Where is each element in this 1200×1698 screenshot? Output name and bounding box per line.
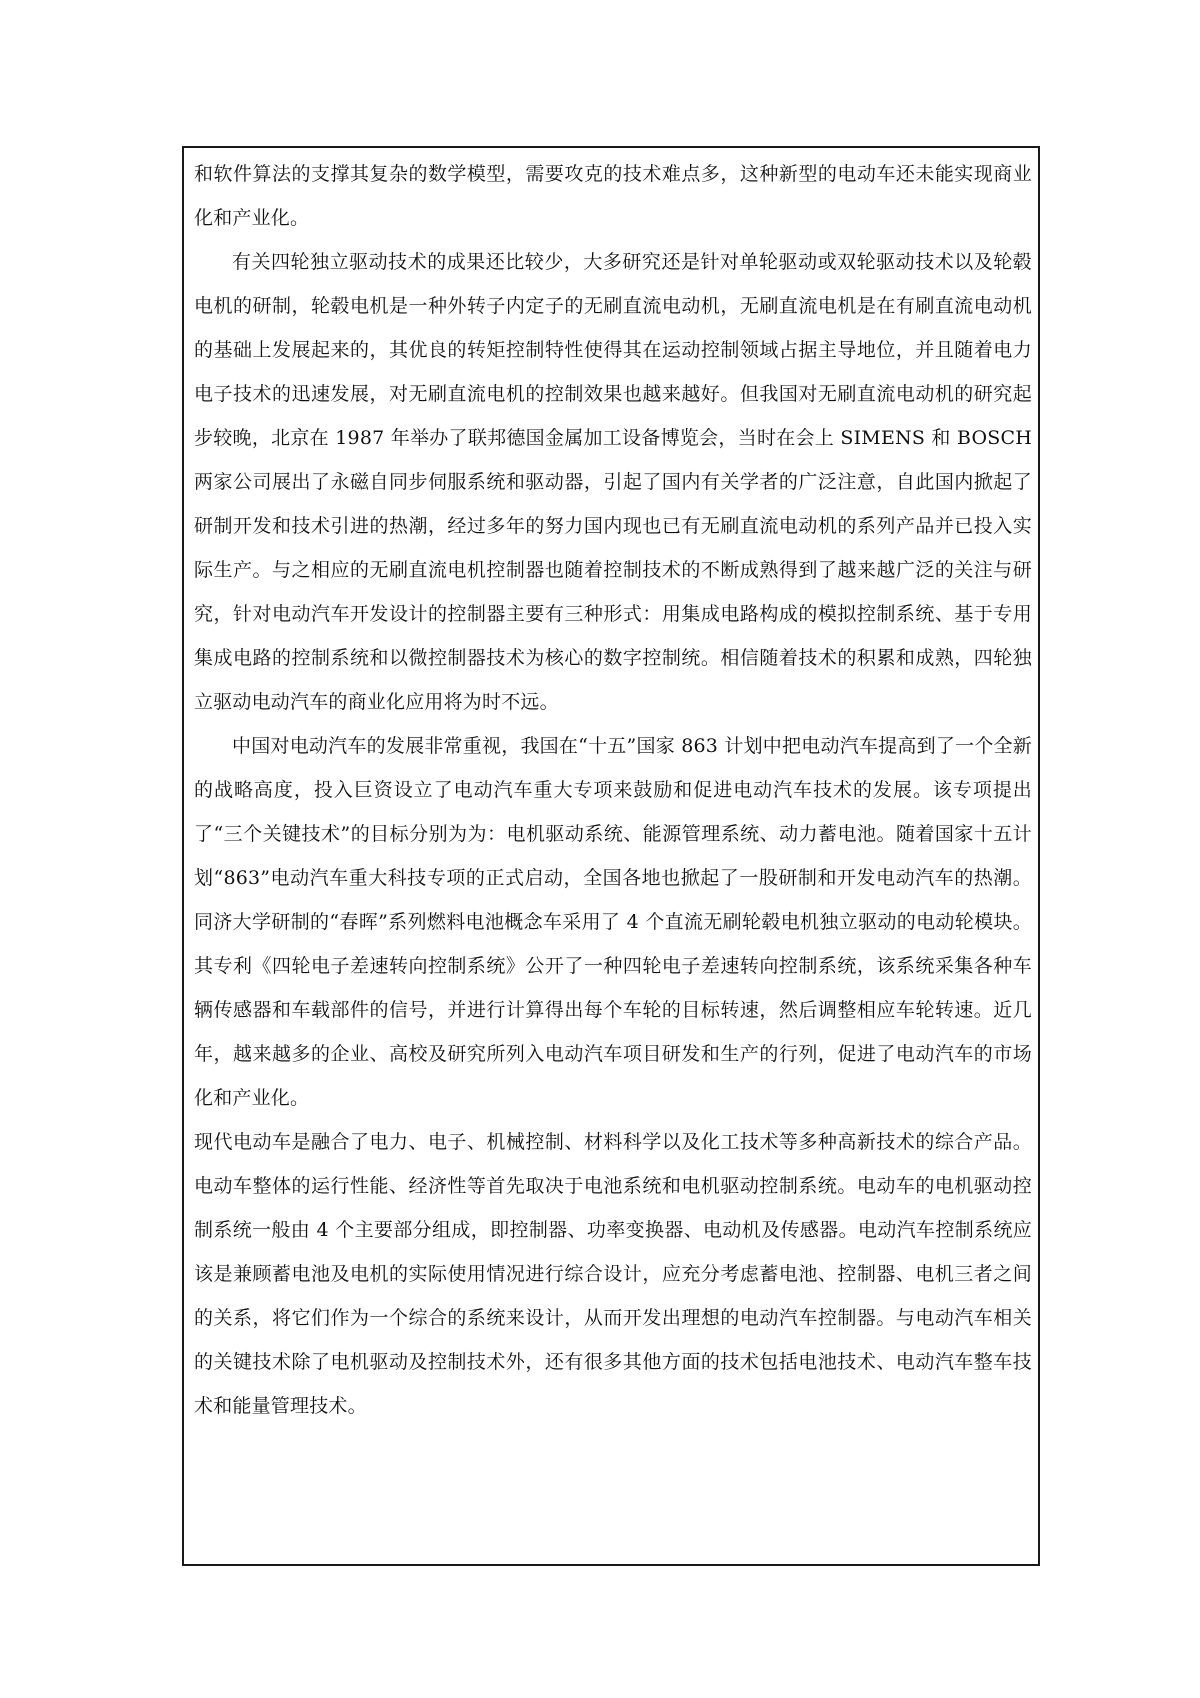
paragraph-modern-ev: 现代电动车是融合了电力、电子、机械控制、材料科学以及化工技术等多种高新技术的综合产品。电动车整体的运行性能、经济性等首先取决于电池系统和电机驱动控制系统。电动车的电机驱动控制系统一般由 4 个主要部分组成，即控制器、功率变换器、电动机及传感器。电动汽车控制系统应该是兼顾蓄电池及电机的实际使用情况进行综合设计，应充分考虑蓄电池、控制器、电机三者之间的关系，将它们作为一个综合的系统来设计，从而开发出理想的电动汽车控制器。与电动汽车相关的关键技术除了电机驱动及控制技术外，还有很多其他方面的技术包括电池技术、电动汽车整车技术和能量管理技术。 — [194, 1131, 1032, 1417]
paragraph-china-ev-development: 中国对电动汽车的发展非常重视，我国在“十五”国家 863 计划中把电动汽车提高到了一个全新的战略高度，投入巨资设立了电动汽车重大专项来鼓励和促进电动汽车技术的发展。该专项提出了“三个关键技术”的目标分别为为：电机驱动系统、能源管理系统、动力蓄电池。随着国家十五计划“863”电动汽车重大科技专项的正式启动，全国各地也掀起了一股研制和开发电动汽车的热潮。同济大学研制的“春晖”系列燃料电池概念车采用了 4 个直流无刷轮毂电机独立驱动的电动轮模块。其专利《四轮电子差速转向控制系统》公开了一种四轮电子差速转向控制系统，该系统采集各种车辆传感器和车载部件的信号，并进行计算得出每个车轮的目标转速，然后调整相应车轮转速。近几年，越来越多的企业、高校及研究所列入电动汽车项目研发和生产的行列，促进了电动汽车的市场化和产业化。 — [194, 735, 1032, 1109]
document-body — [194, 152, 1032, 1428]
paragraph-continuation: 和软件算法的支撑其复杂的数学模型，需要攻克的技术难点多，这种新型的电动车还未能实现商业化和产业化。 — [194, 163, 1032, 229]
paragraph-four-wheel-drive: 有关四轮独立驱动技术的成果还比较少，大多研究还是针对单轮驱动或双轮驱动技术以及轮毂电机的研制，轮毂电机是一种外转子内定子的无刷直流电动机，无刷直流电机是在有刷直流电动机的基础上发展起来的，其优良的转矩控制特性使得其在运动控制领域占据主导地位，并且随着电力电子技术的迅速发展，对无刷直流电机的控制效果也越来越好。但我国对无刷直流电动机的研究起步较晚，北京在 1987 年举办了联邦德国金属加工设备博览会，当时在会上 SIMENS 和 BOSCH 两家公司展出了永磁自同步伺服系统和驱动器，引起了国内有关学者的广泛注意，自此国内掀起了研制开发和技术引进的热潮，经过多年的努力国内现也已有无刷直流电动机的系列产品并已投入实际生产。与之相应的无刷直流电机控制器也随着控制技术的不断成熟得到了越来越广泛的关注与研究，针对电动汽车开发设计的控制器主要有三种形式：用集成电路构成的模拟控制系统、基于专用集成电路的控制系统和以微控制器技术为核心的数字控制统。相信随着技术的积累和成熟，四轮独立驱动电动汽车的商业化应用将为时不远。 — [194, 251, 1032, 713]
